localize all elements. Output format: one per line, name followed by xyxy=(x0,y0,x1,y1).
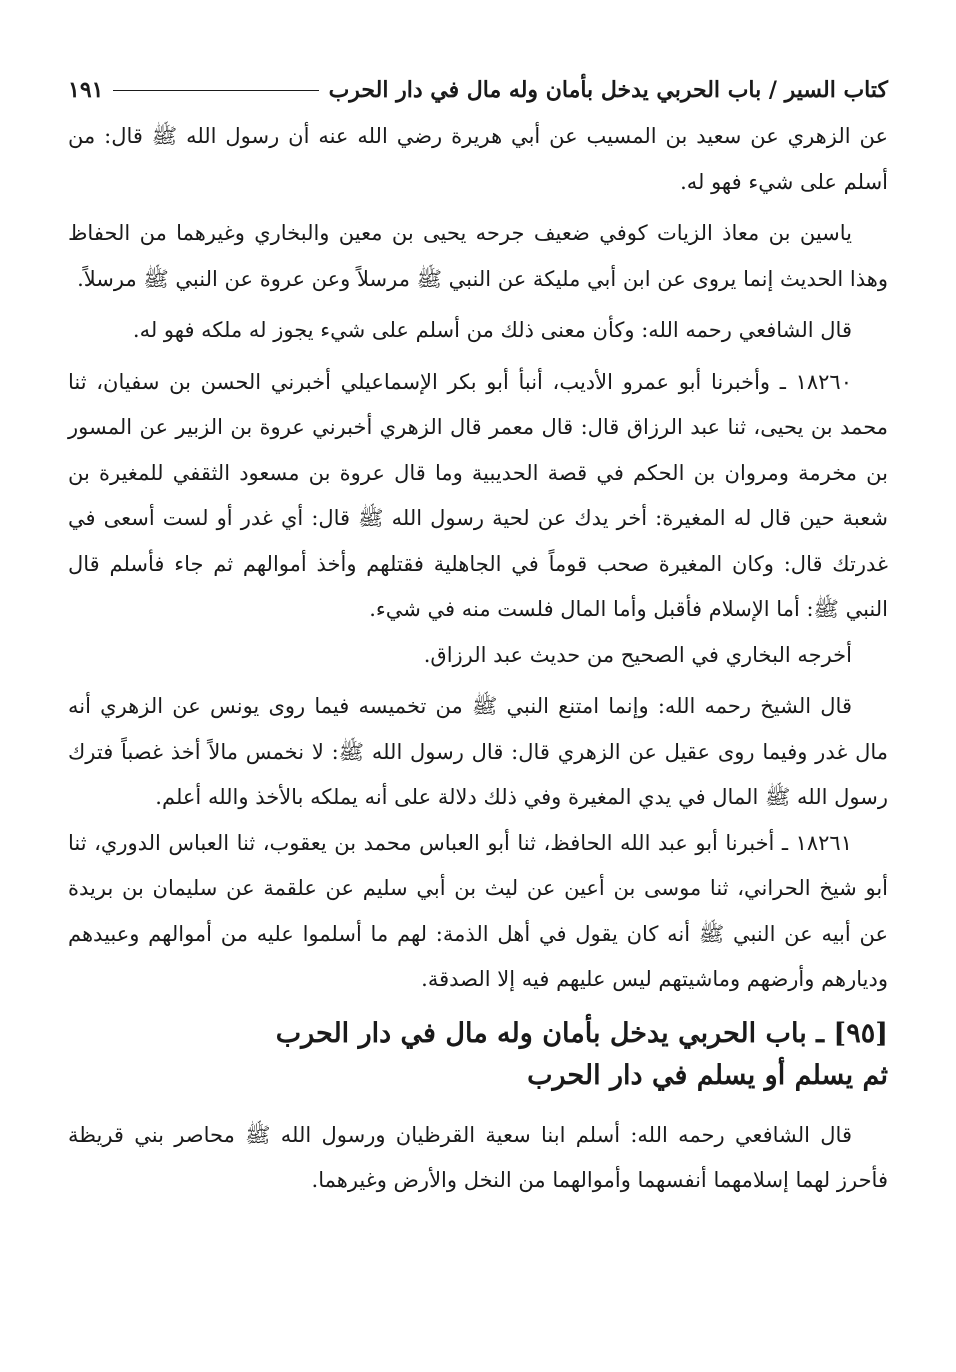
paragraph-1: عن الزهري عن سعيد بن المسيب عن أبي هريرة رضي الله عنه أن رسول الله ﷺ قال: من أسلم على شيء فهو له. xyxy=(68,124,888,194)
chapter-heading-line-1: [٩٥] ـ باب الحربي يدخل بأمان وله مال في دار الحرب xyxy=(275,1017,888,1049)
chapter-heading xyxy=(68,1013,888,1097)
running-header xyxy=(68,70,888,110)
paragraph-2: ياسين بن معاذ الزيات كوفي ضعيف جرحه يحيى بن معين والبخاري وغيرهما من الحفاظ وهذا الحديث إنما يروى عن ابن أبي مليكة عن النبي ﷺ مرسلاً وعن عروة عن النبي ﷺ مرسلاً. xyxy=(68,221,888,291)
paragraph-3: قال الشافعي رحمه الله: وكأن معنى ذلك من أسلم على شيء يجوز له ملكه فهو له. xyxy=(132,318,852,342)
paragraph-takhrij: أخرجه البخاري في الصحيح من حديث عبد الرزاق. xyxy=(423,642,852,667)
main-text xyxy=(68,114,888,1204)
header-rule xyxy=(113,90,318,91)
document-page xyxy=(68,70,888,1204)
page-number: ١٩١ xyxy=(68,77,104,103)
hadith-18260: ١٨٢٦٠ ـ وأخبرنا أبو عمرو الأديب، أنبأ أبو بكر الإسماعيلي أخبرني الحسن بن سفيان، ثنا محمد بن يحيى، ثنا عبد الرزاق قال: قال معمر قال الزهري أخبرني عروة بن الزبير عن المسور بن مخرمة ومروان بن الحكم في قصة الحديبية وما قال عروة بن مسعود الثقفي للمغيرة بن شعبة حين قال له المغيرة: أخر يدك عن لحية رسول الله ﷺ قال: أي غدر أو لست أسعى في غدرتك قال: وكان المغيرة صحب قوماً في الجاهلية فقتلهم وأخذ أموالهم ثم جاء فأسلم قال النبي ﷺ: أما الإسلام فأقبل وأما المال فلست منه في شيء. xyxy=(68,369,888,621)
paragraph-shaykh: قال الشيخ رحمه الله: وإنما امتنع النبي ﷺ من تخميسه فيما روى يونس عن الزهري أنه مال غدر وفيما روى عقيل عن الزهري قال: قال رسول الله ﷺ: لا نخمس مالاً أخذ غصباً فترك رسول الله ﷺ المال في يدي المغيرة وفي ذلك دلالة على أنه يملكه بالأخذ والله أعلم. xyxy=(68,694,888,809)
final-paragraph: قال الشافعي رحمه الله: أسلم ابنا سعية القرظيان ورسول الله ﷺ محاصر بني قريظة فأحرز لهما إسلامهما أنفسهما وأموالهما من النخل والأرض وغيرهما. xyxy=(68,1122,888,1192)
chapter-heading-line-2: ثم يسلم أو يسلم في دار الحرب xyxy=(527,1059,888,1091)
hadith-18261: ١٨٢٦١ ـ أخبرنا أبو عبد الله الحافظ، ثنا أبو العباس محمد بن يعقوب، ثنا العباس الدوري، ثنا أبو شيخ الحراني، ثنا موسى بن أعين عن ليث بن أبي سليم عن علقمة عن سليمان بن بريدة عن أبيه عن النبي ﷺ أنه كان يقول في أهل الذمة: لهم ما أسلموا عليه من أموالهم وعبيدهم وديارهم وأرضهم وماشيتهم ليس عليهم فيه إلا الصدقة. xyxy=(68,830,888,991)
header-title: كتاب السير / باب الحربي يدخل بأمان وله مال في دار الحرب xyxy=(328,77,888,103)
